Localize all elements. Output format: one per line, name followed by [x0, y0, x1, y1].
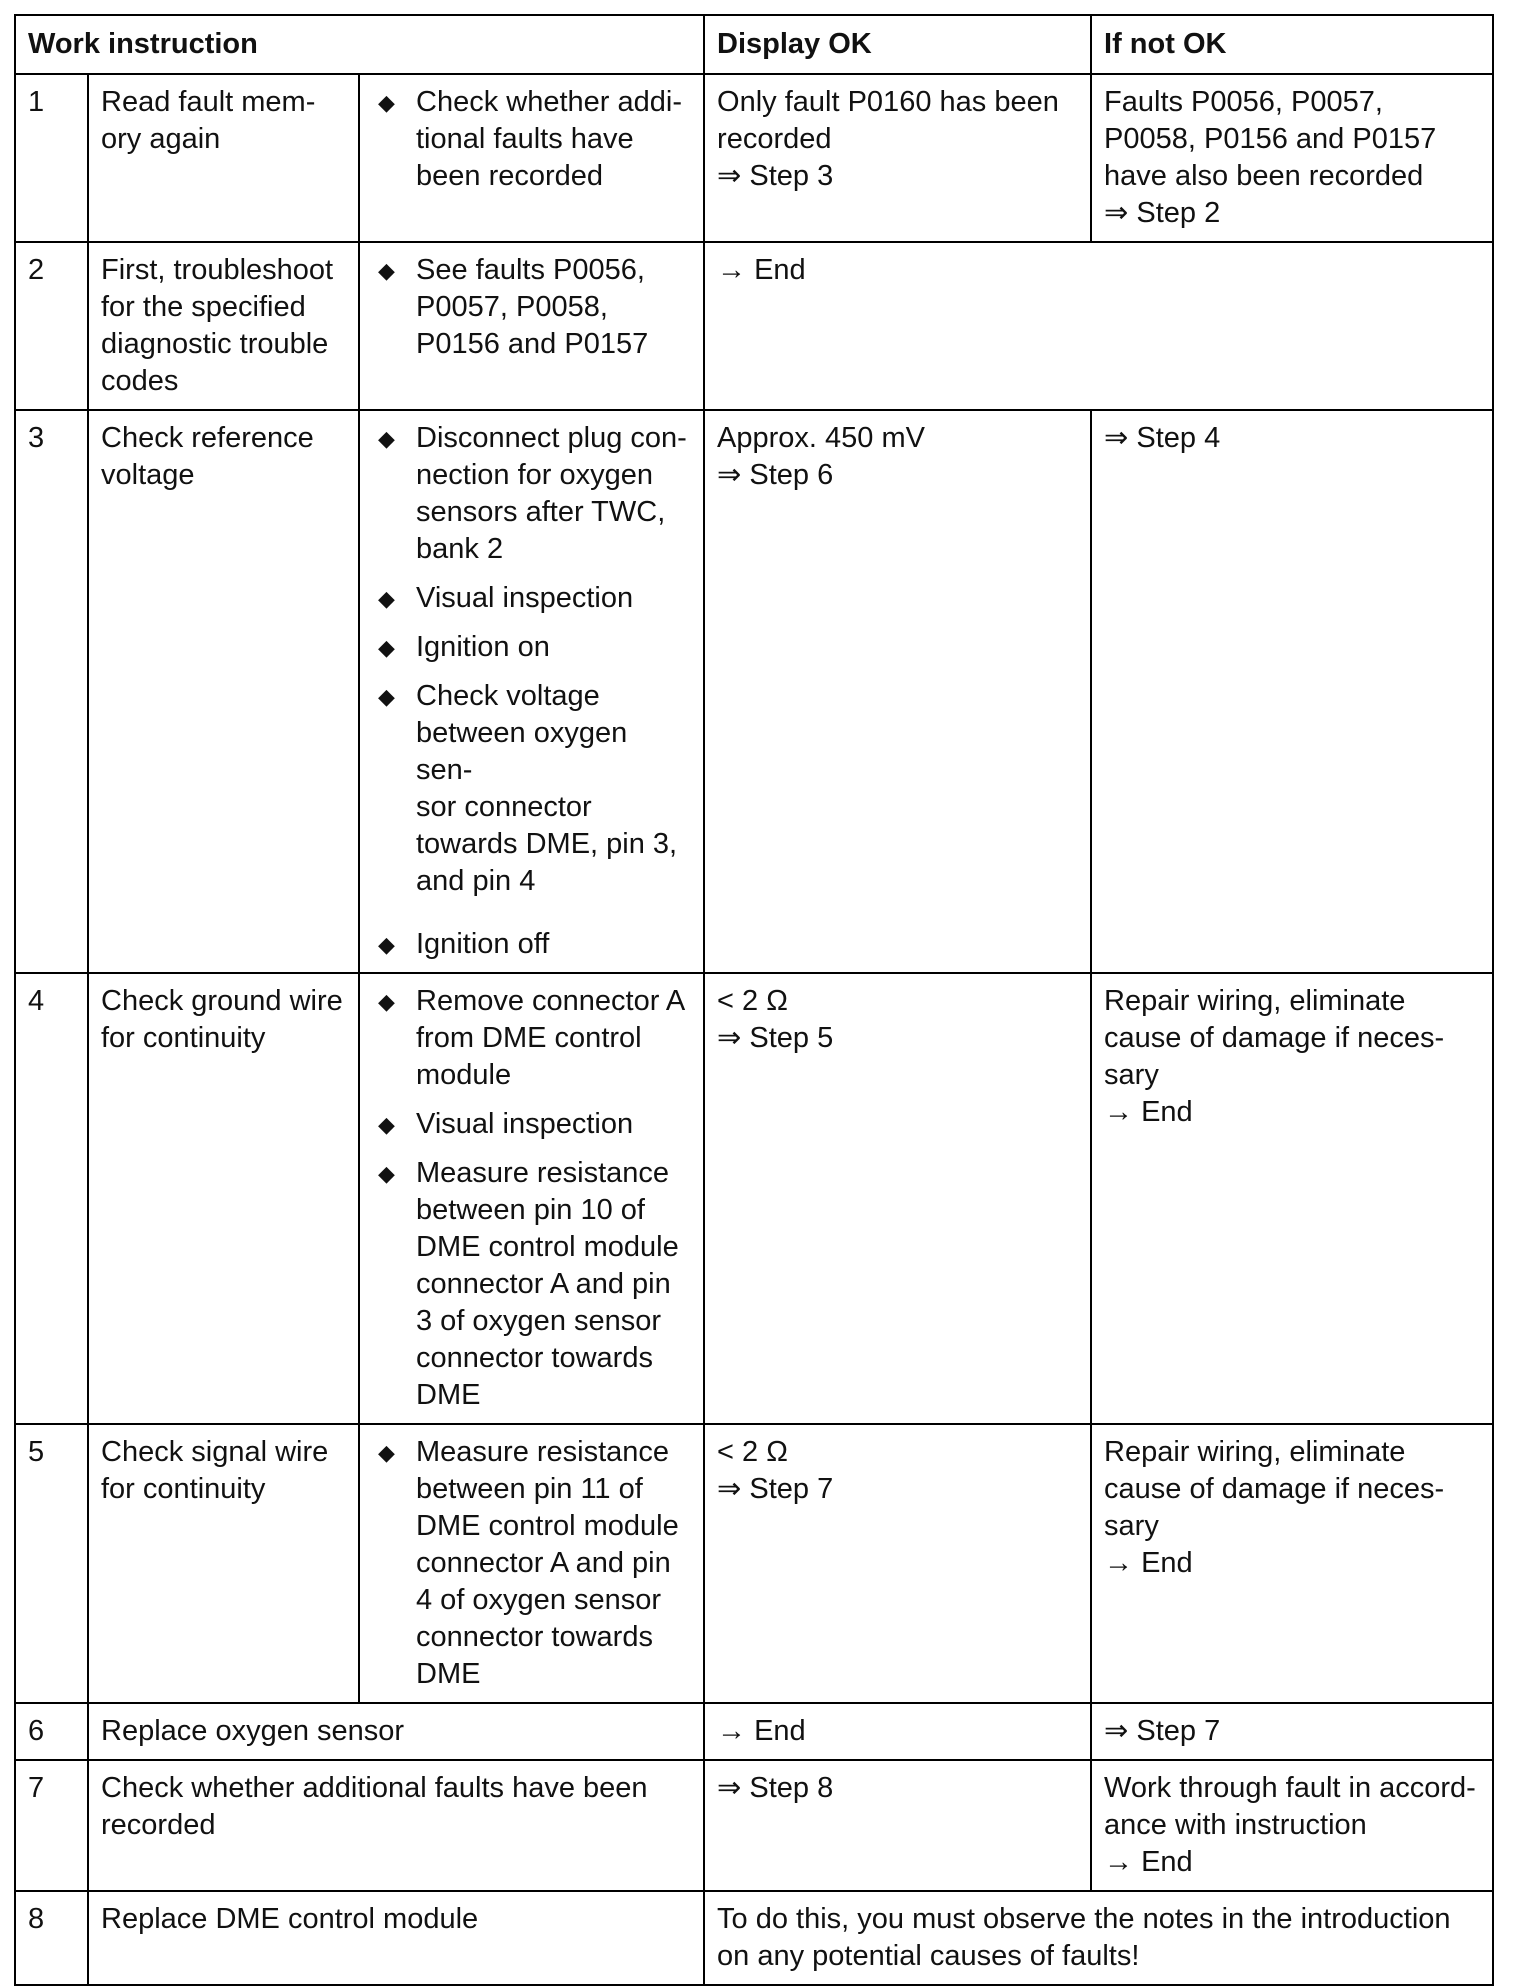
- table-row: [15, 242, 1493, 410]
- step-number: 5: [15, 1424, 88, 1703]
- table-row: [15, 74, 1493, 242]
- table-row: [15, 1424, 1493, 1703]
- action-item: [372, 1155, 691, 1414]
- if-not-ok-cell: [1091, 410, 1493, 973]
- diamond-bullet-icon: ◆: [378, 932, 395, 957]
- action-item: [372, 84, 691, 195]
- text-line: Check whether addi-: [416, 86, 682, 118]
- step-number: 3: [15, 410, 88, 973]
- text-line: between oxygen sen-: [416, 717, 628, 786]
- diamond-bullet-icon: ◆: [378, 989, 395, 1014]
- text-line: See faults P0056,: [416, 254, 645, 286]
- header-display-ok: Display OK: [704, 15, 1091, 74]
- text-line: → End: [717, 1715, 806, 1747]
- text-line: 3 of oxygen sensor: [416, 1305, 662, 1337]
- text-line: Visual inspection: [416, 582, 634, 614]
- action-item: [372, 1106, 691, 1143]
- diamond-bullet-icon: ◆: [378, 684, 395, 709]
- display-ok-cell: [704, 242, 1493, 410]
- diamond-bullet-icon: ◆: [378, 635, 395, 660]
- display-ok-cell: [704, 74, 1091, 242]
- action-item: [372, 420, 691, 568]
- text-line: Measure resistance: [416, 1436, 670, 1468]
- text-line: Remove connector A: [416, 985, 686, 1017]
- text-line: sary: [1104, 1510, 1159, 1542]
- text-line: DME: [416, 1379, 481, 1411]
- header-if-not-ok: If not OK: [1091, 15, 1493, 74]
- text-line: and pin 4: [416, 865, 536, 897]
- text-line: P0058, P0156 and P0157: [1104, 123, 1437, 155]
- text-line: sary: [1104, 1059, 1159, 1091]
- text-line: between pin 11 of: [416, 1473, 643, 1505]
- text-line: Replace oxygen sensor: [101, 1715, 405, 1747]
- header-work-instruction: Work instruction: [15, 15, 704, 74]
- display-ok-cell: [704, 1891, 1493, 1985]
- text-line: → End: [1104, 1846, 1193, 1878]
- text-line: on any potential causes of faults!: [717, 1940, 1140, 1972]
- text-line: tional faults have: [416, 123, 634, 155]
- text-line: Check voltage: [416, 680, 600, 712]
- if-not-ok-cell: [1091, 973, 1493, 1424]
- text-line: codes: [101, 365, 179, 397]
- step-instruction: [88, 74, 359, 242]
- text-line: diagnostic trouble: [101, 328, 329, 360]
- text-line: bank 2: [416, 533, 504, 565]
- text-line: between pin 10 of: [416, 1194, 645, 1226]
- step-number: 4: [15, 973, 88, 1424]
- text-line: → End: [1104, 1096, 1193, 1128]
- diamond-bullet-icon: ◆: [378, 90, 395, 115]
- step-number: 8: [15, 1891, 88, 1985]
- text-line: recorded: [101, 1809, 216, 1841]
- action-item: [372, 1434, 691, 1693]
- diamond-bullet-icon: ◆: [378, 1440, 395, 1465]
- action-item: [372, 580, 691, 617]
- step-instruction: [88, 1703, 704, 1760]
- step-instruction: [88, 1891, 704, 1985]
- text-line: connector towards: [416, 1342, 653, 1374]
- text-line: Check signal wire: [101, 1436, 329, 1468]
- step-instruction: [88, 410, 359, 973]
- text-line: P0156 and P0157: [416, 328, 649, 360]
- text-line: Disconnect plug con-: [416, 422, 687, 454]
- text-line: Visual inspection: [416, 1108, 634, 1140]
- text-line: ⇒ Step 4: [1104, 422, 1221, 454]
- step-number: 2: [15, 242, 88, 410]
- display-ok-cell: [704, 1760, 1091, 1891]
- text-line: recorded: [717, 123, 832, 155]
- step-instruction: [88, 973, 359, 1424]
- text-line: Check whether additional faults have been: [101, 1772, 648, 1804]
- text-line: First, troubleshoot: [101, 254, 334, 286]
- text-line: module: [416, 1059, 512, 1091]
- table-row: [15, 1703, 1493, 1760]
- text-line: sensors after TWC,: [416, 496, 666, 528]
- step-actions: [359, 74, 704, 242]
- if-not-ok-cell: [1091, 1424, 1493, 1703]
- text-line: from DME control: [416, 1022, 642, 1054]
- text-line: ⇒ Step 7: [1104, 1715, 1221, 1747]
- text-line: ⇒ Step 3: [717, 160, 834, 192]
- text-line: < 2 Ω: [717, 1436, 788, 1468]
- diamond-bullet-icon: ◆: [378, 426, 395, 451]
- diamond-bullet-icon: ◆: [378, 1112, 395, 1137]
- text-line: DME control module: [416, 1231, 679, 1263]
- text-line: Read fault mem-: [101, 86, 316, 118]
- step-actions: [359, 973, 704, 1424]
- text-line: Work through fault in accord-: [1104, 1772, 1476, 1804]
- step-number: 6: [15, 1703, 88, 1760]
- action-item: [372, 983, 691, 1094]
- action-item: [372, 252, 691, 363]
- text-line: for continuity: [101, 1022, 266, 1054]
- text-line: ⇒ Step 5: [717, 1022, 834, 1054]
- text-line: → End: [1104, 1547, 1193, 1579]
- text-line: connector towards: [416, 1621, 653, 1653]
- text-line: have also been recorded: [1104, 160, 1424, 192]
- table-row: [15, 1760, 1493, 1891]
- text-line: To do this, you must observe the notes in the introduction: [717, 1903, 1451, 1935]
- text-line: < 2 Ω: [717, 985, 788, 1017]
- if-not-ok-cell: [1091, 74, 1493, 242]
- step-instruction: [88, 242, 359, 410]
- step-instruction: [88, 1760, 704, 1891]
- text-line: 4 of oxygen sensor: [416, 1584, 662, 1616]
- display-ok-cell: [704, 410, 1091, 973]
- diamond-bullet-icon: ◆: [378, 258, 395, 283]
- text-line: P0057, P0058,: [416, 291, 608, 323]
- text-line: Measure resistance: [416, 1157, 670, 1189]
- text-line: DME control module: [416, 1510, 679, 1542]
- step-number: 1: [15, 74, 88, 242]
- text-line: for the specified: [101, 291, 306, 323]
- text-line: ance with instruction: [1104, 1809, 1367, 1841]
- text-line: Ignition off: [416, 928, 550, 960]
- table-row: [15, 1891, 1493, 1985]
- text-line: towards DME, pin 3,: [416, 828, 678, 860]
- display-ok-cell: [704, 1703, 1091, 1760]
- text-line: cause of damage if neces-: [1104, 1022, 1445, 1054]
- text-line: Repair wiring, eliminate: [1104, 1436, 1406, 1468]
- display-ok-cell: [704, 1424, 1091, 1703]
- text-line: ⇒ Step 6: [717, 459, 834, 491]
- text-line: connector A and pin: [416, 1547, 671, 1579]
- text-line: Ignition on: [416, 631, 550, 663]
- diamond-bullet-icon: ◆: [378, 1161, 395, 1186]
- table-row: [15, 410, 1493, 973]
- text-line: ⇒ Step 8: [717, 1772, 834, 1804]
- work-instruction-table: [14, 14, 1494, 1986]
- text-line: Only fault P0160 has been: [717, 86, 1059, 118]
- text-line: voltage: [101, 459, 195, 491]
- text-line: cause of damage if neces-: [1104, 1473, 1445, 1505]
- text-line: Faults P0056, P0057,: [1104, 86, 1383, 118]
- display-ok-cell: [704, 973, 1091, 1424]
- if-not-ok-cell: [1091, 1760, 1493, 1891]
- text-line: for continuity: [101, 1473, 266, 1505]
- header-row: [15, 15, 1493, 74]
- text-line: nection for oxygen: [416, 459, 653, 491]
- if-not-ok-cell: [1091, 1703, 1493, 1760]
- step-actions: [359, 410, 704, 973]
- text-line: ⇒ Step 2: [1104, 197, 1221, 229]
- text-line: ory again: [101, 123, 221, 155]
- text-line: been recorded: [416, 160, 604, 192]
- text-line: Approx. 450 mV: [717, 422, 925, 454]
- text-line: Check reference: [101, 422, 314, 454]
- text-line: Replace DME control module: [101, 1903, 479, 1935]
- text-line: Check ground wire: [101, 985, 343, 1017]
- text-line: ⇒ Step 7: [717, 1473, 834, 1505]
- step-instruction: [88, 1424, 359, 1703]
- action-item: [372, 629, 691, 666]
- text-line: Repair wiring, eliminate: [1104, 985, 1406, 1017]
- table-row: [15, 973, 1493, 1424]
- step-number: 7: [15, 1760, 88, 1891]
- text-line: → End: [717, 254, 806, 286]
- text-line: DME: [416, 1658, 481, 1690]
- diamond-bullet-icon: ◆: [378, 586, 395, 611]
- step-actions: [359, 1424, 704, 1703]
- text-line: connector A and pin: [416, 1268, 671, 1300]
- text-line: sor connector: [416, 791, 592, 823]
- step-actions: [359, 242, 704, 410]
- action-item: [372, 926, 691, 963]
- action-item: [372, 678, 691, 900]
